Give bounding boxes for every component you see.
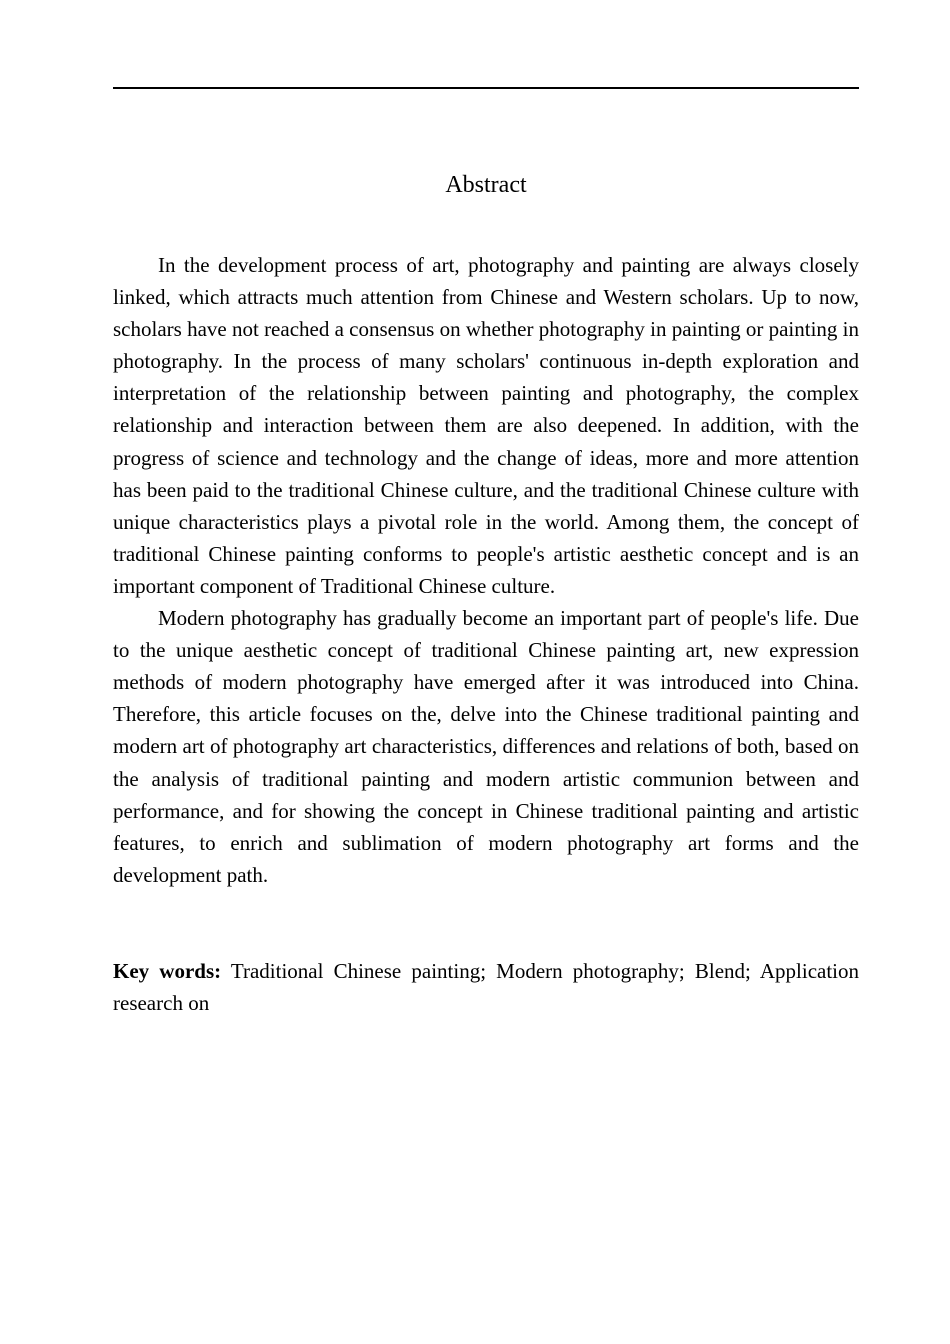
abstract-body [113, 249, 859, 891]
abstract-title: Abstract [445, 172, 527, 198]
header-rule [113, 87, 859, 89]
keywords-line [113, 955, 859, 1019]
keywords-text: Traditional Chinese painting; Modern photography; Blend; Application research on [113, 959, 860, 1016]
keywords-label: Key words: [113, 959, 222, 983]
abstract-paragraph-1: In the development process of art, photography and painting are always closely linked, which attracts much attention from Chinese and Western scholars. Up to now, scholars have not reached a consensus on whether photography in painting or painting in photography. In the process of many scholars' continuous in-depth exploration and interpretation of the relationship between painting and photography, the complex relationship and interaction between them are also deepened. In addition, with the progress of science and technology and the change of ideas, more and more attention has been paid to the traditional Chinese culture, and the traditional Chinese culture with unique characteristics plays a pivotal role in the world. Among them, the concept of traditional Chinese painting conforms to people's artistic aesthetic concept and is an important component of Traditional Chinese culture. [113, 253, 859, 598]
abstract-paragraph-2: Modern photography has gradually become an important part of people's life. Due to the unique aesthetic concept of traditional Chinese painting art, new expression methods of modern photography have emerged after it was introduced into China. Therefore, this article focuses on the, delve into the Chinese traditional painting and modern art of photography art characteristics, differences and relations of both, based on the analysis of traditional painting and modern artistic communion between and performance, and for showing the concept in Chinese traditional painting and artistic features, to enrich and sublimation of modern photography art forms and the development path. [113, 606, 859, 887]
